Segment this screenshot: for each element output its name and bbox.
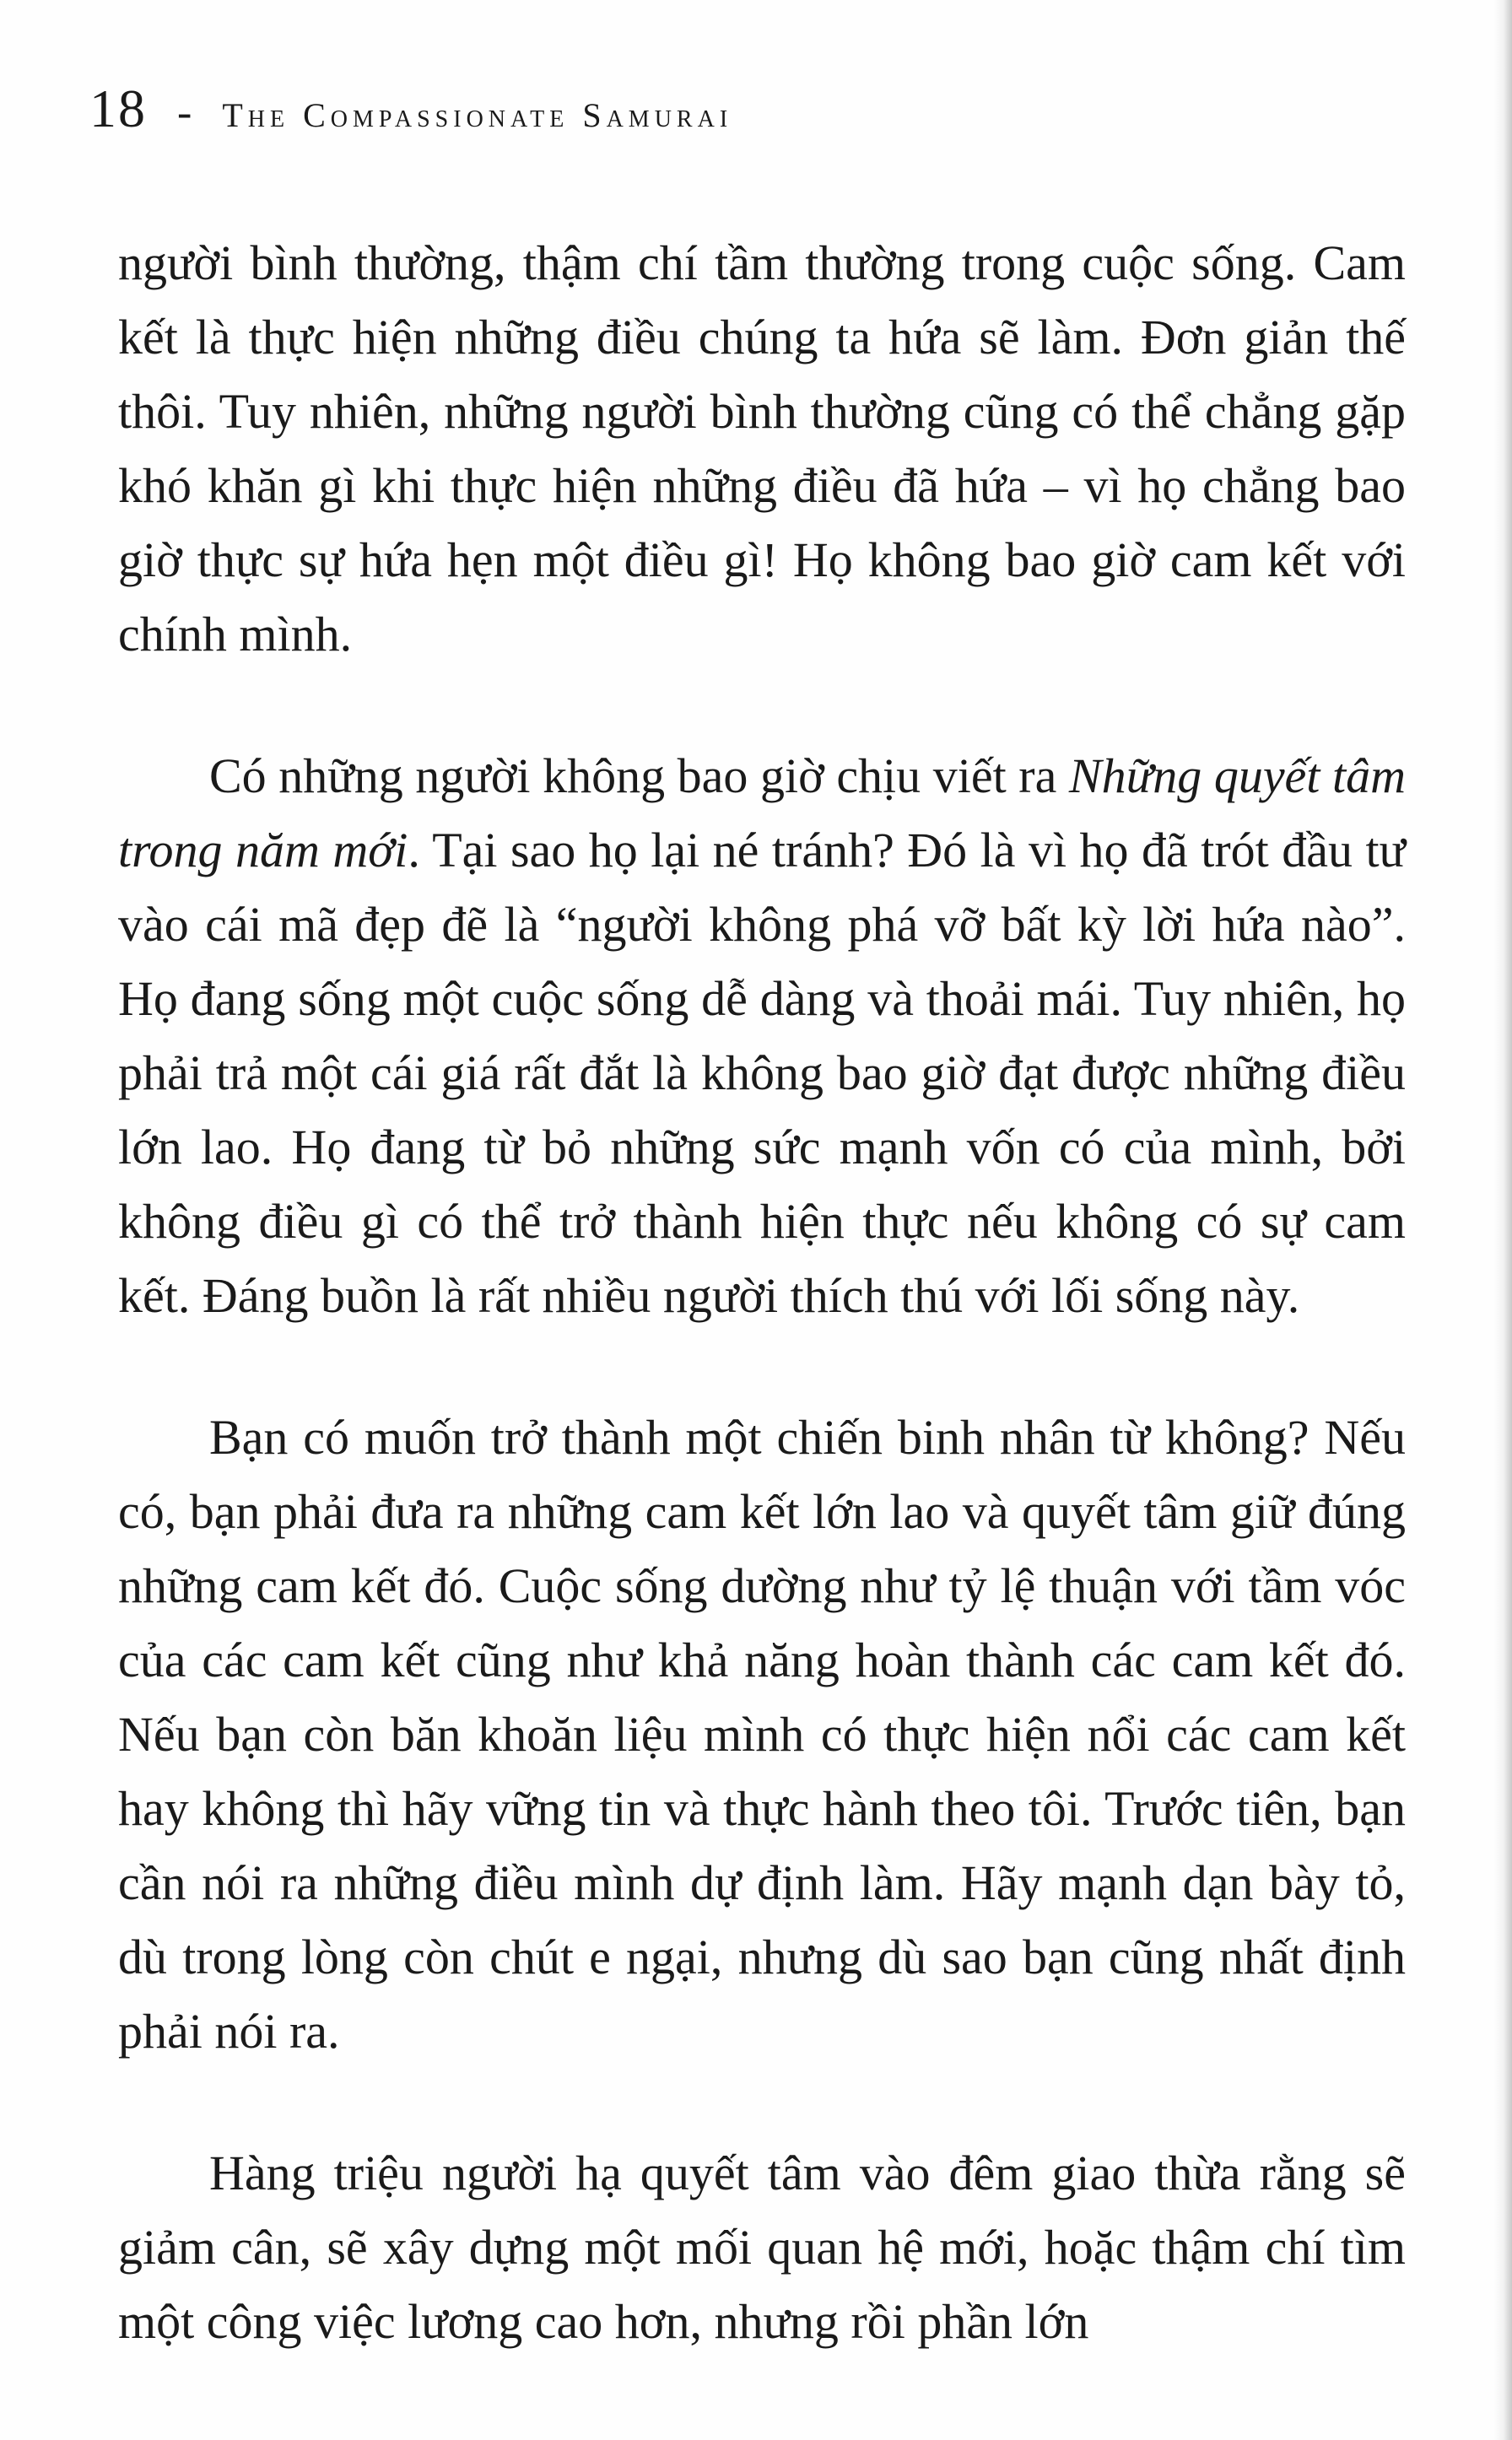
page-edge-shadow bbox=[1493, 0, 1512, 2440]
body-text bbox=[118, 226, 1406, 2359]
paragraph-2-lead: Có những người không bao giờ chịu viết ra bbox=[209, 748, 1069, 803]
paragraph-3: Bạn có muốn trở thành một chiến binh nhân từ không? Nếu có, bạn phải đưa ra những cam kết lớn lao và quyết tâm giữ đúng những cam kết đó. Cuộc sống dường như tỷ lệ thuận với tầm vóc của các cam kết cũng như khả năng hoàn thành các cam kết đó. Nếu bạn còn băn khoăn liệu mình có thực hiện nổi các cam kết hay không thì hãy vững tin và thực hành theo tôi. Trước tiên, bạn cần nói ra những điều mình dự định làm. Hãy mạnh dạn bày tỏ, dù trong lòng còn chút e ngại, nhưng dù sao bạn cũng nhất định phải nói ra. bbox=[118, 1410, 1406, 2059]
paragraph-2-rest: . Tại sao họ lại né tránh? Đó là vì họ đã trót đầu tư vào cái mã đẹp đẽ là “người không phá vỡ bất kỳ lời hứa nào”. Họ đang sống một cuộc sống dễ dàng và thoải mái. Tuy nhiên, họ phải trả một cái giá rất đắt là không bao giờ đạt được những điều lớn lao. Họ đang từ bỏ những sức mạnh vốn có của mình, bởi không điều gì có thể trở thành hiện thực nếu không có sự cam kết. Đáng buồn là rất nhiều người thích thú với lối sống này. bbox=[118, 823, 1406, 1323]
running-head-separator: - bbox=[177, 89, 192, 137]
running-head bbox=[89, 78, 732, 145]
book-title: The Compassionate Samurai bbox=[222, 96, 733, 134]
page-number: 18 bbox=[89, 78, 147, 138]
italic-phrase: Những quyết tâm trong năm mới bbox=[118, 748, 1406, 877]
paragraph-4: Hàng triệu người hạ quyết tâm vào đêm giao thừa rằng sẽ giảm cân, sẽ xây dựng một mối quan hệ mới, hoặc thậm chí tìm một công việc lương cao hơn, nhưng rồi phần lớn bbox=[118, 2146, 1406, 2349]
paragraph-1: người bình thường, thậm chí tầm thường trong cuộc sống. Cam kết là thực hiện những điều chúng ta hứa sẽ làm. Đơn giản thế thôi. Tuy nhiên, những người bình thường cũng có thể chẳng gặp khó khăn gì khi thực hiện những điều đã hứa – vì họ chẳng bao giờ thực sự hứa hẹn một điều gì! Họ không bao giờ cam kết với chính mình. bbox=[118, 235, 1406, 661]
paragraph-2 bbox=[118, 739, 1406, 1333]
